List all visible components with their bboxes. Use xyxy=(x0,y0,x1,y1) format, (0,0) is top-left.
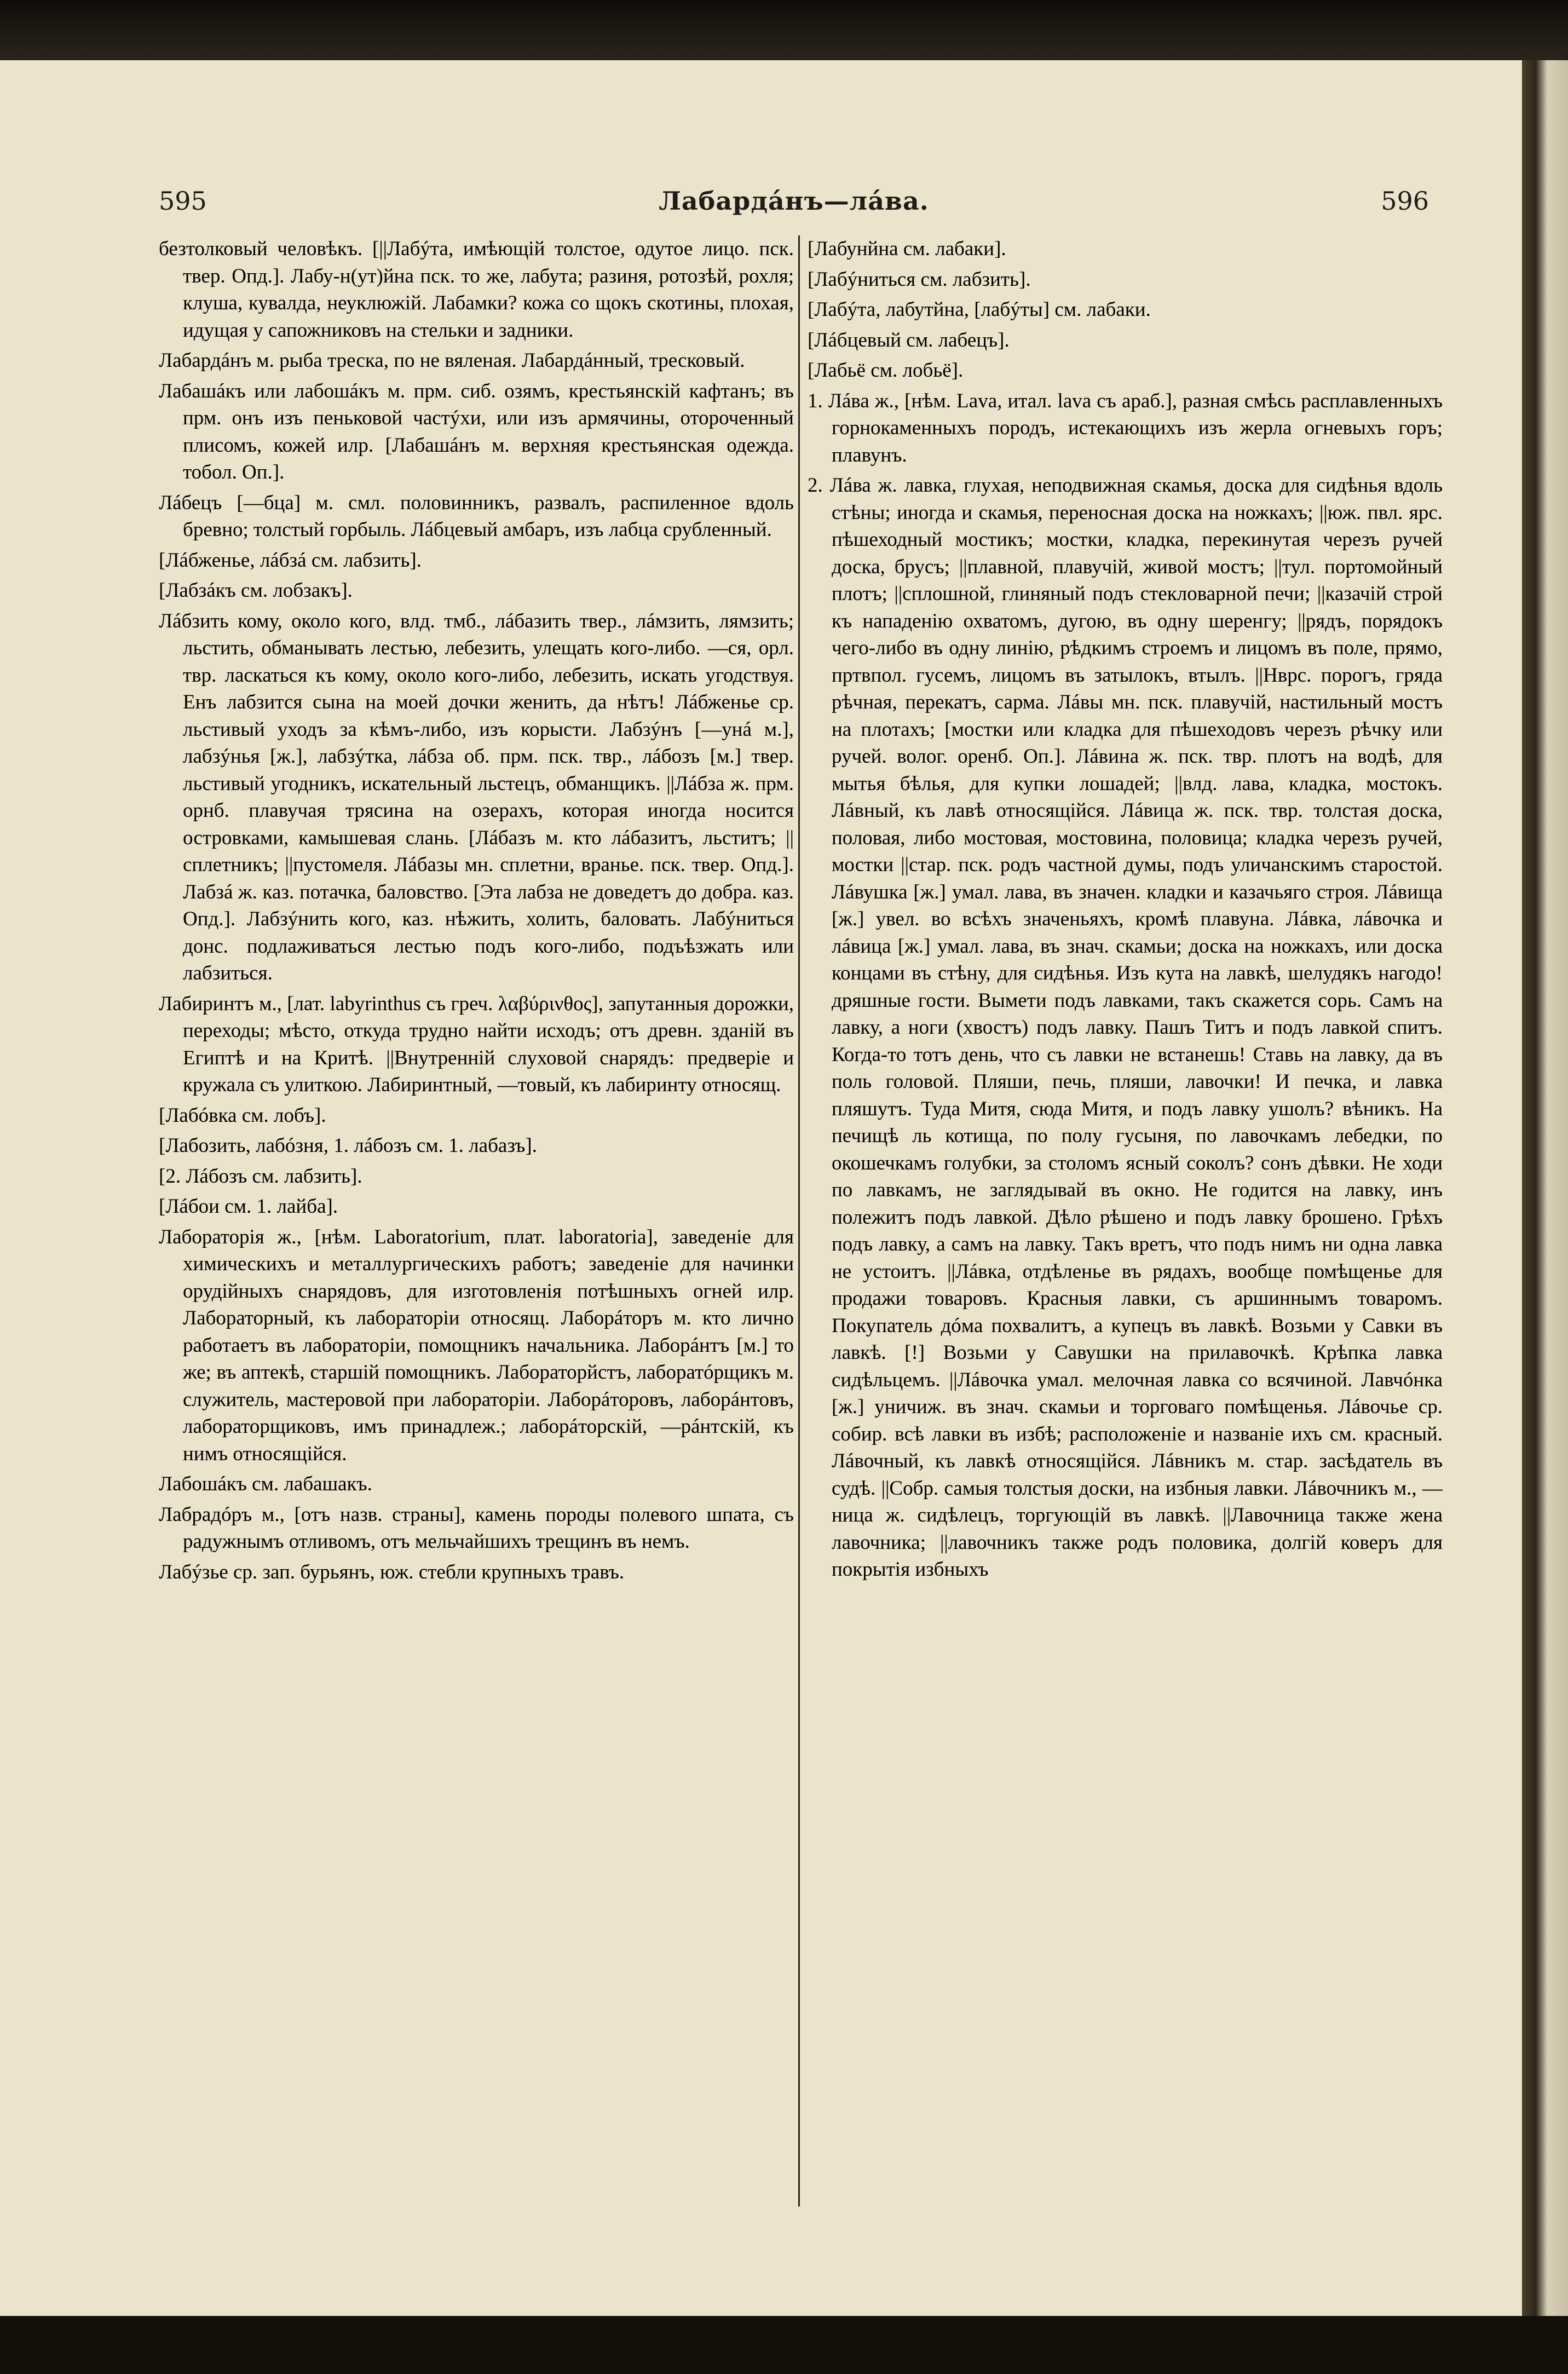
facing-page-edge xyxy=(1522,60,1568,2316)
dictionary-entry: Лабардáнъ м. рыба треска, по не вяленая. Лабардáнный, тресковый. xyxy=(159,349,745,372)
dictionary-entry: безтолковый человѣкъ. [||Лабýта, имѣющій толстое, одутое лицо. пск. твер. Опд.]. Лабу-н(ут)йна пск. то же, лабута; разиня, ротозѣй, рохля; клуша, кувалда, неуклюжій. Лабамки? кожа со щокъ скотины, плохая, идущая у сапожниковъ на стельки и задники. xyxy=(159,238,794,342)
dictionary-entry: Лáбзить кому, около кого, влд. тмб., лáбазить твер., лáмзить, лямзить; льстить, обманывать лестью, лебезить, улещать кого-либо. —ся, орл. твр. ласкаться къ кому, около кого-либо, лебезить, искать угодствуя. Енъ лабзится сына на моей дочки женить, да нѣтъ! Лáбженье ср. льстивый уходъ за кѣмъ-либо, изъ корысти. Лабзýнъ [—унá м.], лабзýнья [ж.], лабзýтка, лáбза об. прм. пск. твр., лáбозъ [м.] твер. льстивый угодникъ, искательный льстецъ, обманщикъ. ||Лáбза ж. прм. орнб. плавучая трясина на озерахъ, которая иногда носится островками, камышевая слань. [Лáбазъ м. кто лáбазитъ, льститъ; ||сплетникъ; ||пустомеля. Лáбазы мн. сплетни, вранье. пск. твер. Опд.]. Лабзá ж. каз. потачка, баловство. [Эта лабза не доведетъ до добра. каз. Опд.]. Лабзýнить кого, каз. нѣжить, холить, баловать. Лабýниться донс. подлаживаться лестью подъ кого-либо, подъѣзжать или лабзиться. xyxy=(159,609,794,984)
dictionary-entry: [Лáбцевый см. лабецъ]. xyxy=(808,329,1010,352)
page-number-left: 595 xyxy=(159,186,207,216)
dictionary-entry: Лабораторія ж., [нѣм. Laboratorium, плат. laboratoria], заведеніе для химическихъ и металлургическихъ работъ; заведеніе для начинки орудійныхъ снарядовъ, для изготовленія потѣшныхъ огней илр. Лабораторный, къ лабораторіи относящ. Лаборáторъ м. кто лично работаетъ въ лабораторіи, помощникъ начальника. Лаборáнтъ [м.] то же; въ аптекѣ, старшій помощникъ. Лабораторйстъ, лаборатóрщикъ м. служитель, мастеровой при лабораторіи. Лаборáторовъ, лаборáнтовъ, лабораторщиковъ, имъ принадлеж.; лаборáторскій, —рáнтскій, къ нимъ относящійся. xyxy=(159,1225,794,1465)
dictionary-entry: [Лáбженье, лáбзá см. лабзить]. xyxy=(159,549,422,572)
dictionary-entry: [Лабóвка см. лобъ]. xyxy=(159,1104,326,1127)
dictionary-entry: [Лабýниться см. лабзить]. xyxy=(808,268,1031,291)
dictionary-entry: Лабрадóръ м., [отъ назв. страны], камень породы полевого шпата, съ радужнымъ отливомъ, отъ мельчайшихъ трещинъ въ немъ. xyxy=(159,1503,794,1553)
dictionary-entry: [Лабзáкъ см. лобзакъ]. xyxy=(159,579,353,602)
scan-bottom-border xyxy=(0,2316,1568,2374)
dictionary-entry: Лабошáкъ см. лабашакъ. xyxy=(159,1473,372,1495)
dictionary-entry: [Лáбои см. 1. лайба]. xyxy=(159,1195,338,1218)
dictionary-entry: Лабашáкъ или лабошáкъ м. прм. сиб. озямъ, крестьянскій кафтанъ; въ прм. онъ изъ пеньковой частýхи, или изъ армячины, отороченный плисомъ, кожей илр. [Лабашáнъ м. верхняя крестьянская одежда. тобол. Оп.]. xyxy=(159,379,794,483)
dictionary-entry: [Лабунйна см. лабаки]. xyxy=(808,238,1006,260)
dictionary-entry: [2. Лáбозъ см. лабзить]. xyxy=(159,1165,362,1188)
dictionary-entry: Лáбецъ [—бца] м. смл. половинникъ, развалъ, распиленное вдоль бревно; толстый горбыль. Лáбцевый амбаръ, изъ лабца срубленный. xyxy=(159,491,794,541)
page-header xyxy=(159,186,1429,224)
dictionary-entry: 2. Лáва ж. лавка, глухая, неподвижная скамья, доска для сидѣнья вдоль стѣны; иногда и скамья, переносная доска на ножкахъ; ||юж. пвл. ярс. пѣшеходный мостикъ; мостки, кладка, перекинутая черезъ ручей доска, брусъ; ||плавной, плавучій, живой мостъ; ||тул. портомойный плотъ; ||сплошной, глиняный подъ стекловарной печи; ||казачій строй къ нападенію охватомъ, дугою, въ одну шеренгу; ||рядъ, порядокъ чего-либо въ одну линію, рѣдкимъ строемъ и лицомъ въ поле, прямо, пртвпол. гусемъ, лицомъ въ затылокъ, втылъ. ||Нврс. порогъ, гряда рѣчная, перекатъ, сарма. Лáвы мн. пск. плавучій, настильный мостъ на плотахъ; [мостки или кладка для пѣшеходовъ черезъ рѣчку или ручей. волог. оренб. Оп.]. Лáвина ж. пск. твр. плотъ на водѣ, для мытья бѣлья, для купки лошадей; ||влд. лава, кладка, мостокъ. Лáвный, къ лавѣ относящійся. Лáвица ж. пск. твр. толстая доска, половая, либо мостовая, мостовина, половица; кладка черезъ ручей, мостки ||стар. пск. родъ частной думы, подъ уличанскимъ старостой. Лáвушка [ж.] умал. лава, въ значен. кладки и казачьяго строя. Лáвища [ж.] увел. во всѣхъ значеньяхъ, кромѣ плавуна. Лáвка, лáвочка и лáвица [ж.] умал. лава, въ знач. скамьи; доска на ножкахъ, или доска концами въ стѣну, для сидѣнья. Изъ кута на лавкѣ, шелудякъ нагодо! дряшные гости. Вымети подъ лавками, такъ скажется сорь. Самъ на лавку, а ноги (хвостъ) подъ лавку. Пашъ Титъ и подъ лавкой спитъ. Когда-то тотъ день, что съ лавки не встанешь! Ставь на лавку, да въ поль головой. Пляши, печь, пляши, лавочки! И печка, и лавка пляшутъ. Туда Митя, сюда Митя, и подъ лавку ушолъ? вѣникъ. На печищѣ ль котища, по полу гусыня, по лавочкамъ лебедки, по окошечкамъ голубки, за столомъ ясный соколъ? сонъ дѣвки. Не ходи по лавкамъ, не заглядывай въ окно. Не годится на лавку, инъ полежитъ подъ лавкой. Дѣло рѣшено и подъ лавку брошено. Грѣхъ подъ лавку, а самъ на лавку. Такъ вретъ, что подъ нимъ ни одна лавка не устоитъ. ||Лáвка, отдѣленье въ рядахъ, вообще помѣщенье для продажи товаровъ. Красныя лавки, съ аршиннымъ товаромъ. Покупатель дóма похвалитъ, а купецъ въ лавкѣ. Возьми у Савки въ лавкѣ. [!] Возьми у Савушки на прилавочкѣ. Крѣпка лавка сидѣльцемъ. ||Лáвочка умал. мелочная лавка со всячиной. Лавчóнка [ж.] уничиж. въ знач. скамьи и торговаго помѣщенья. Лáвочье ср. собир. всѣ лавки въ избѣ; расположеніе и названіе ихъ см. красный. Лáвочный, къ лавкѣ относящійся. Лáвникъ м. стар. засѣдатель въ судѣ. ||Собр. самыя толстыя доски, на избныя лавки. Лáвочникъ м., —ница ж. сидѣлецъ, торгующій въ лавкѣ. ||Лавочница также жена лавочника; ||лавочникъ также родъ половика, долгій коверъ для покрытія избныхъ xyxy=(808,474,1443,1581)
dictionary-entry: 1. Лáва ж., [нѣм. Lava, итал. lava съ араб.], разная смѣсь расплавленныхъ горнокаменныхъ породъ, истекающихъ изъ жерла огневыхъ горъ; плавунъ. xyxy=(808,389,1443,466)
dictionary-entry: [Лабýта, лабутйна, [лабýты] см. лабаки. xyxy=(808,298,1151,321)
dictionary-entry: Лабиринтъ м., [лат. labyrinthus съ греч. λαβύρινθος], запутанныя дорожки, переходы; мѣсто, откуда трудно найти исходъ; отъ древн. зданій въ Египтѣ и на Критѣ. ||Внутренній слуховой снарядъ: предверіе и кружала съ улиткою. Лабиринтный, —товый, къ лабиринту относящ. xyxy=(159,992,794,1096)
running-head: Лабардáнъ—лáва. xyxy=(659,186,929,216)
scan-top-border xyxy=(0,0,1568,60)
right-column xyxy=(808,235,1443,2272)
dictionary-entry: [Лабозить, лабóзня, 1. лáбозъ см. 1. лабазъ]. xyxy=(159,1134,538,1157)
page-number-right: 596 xyxy=(1381,186,1429,216)
dictionary-entry: [Лабьё см. лобьё]. xyxy=(808,359,964,382)
left-column xyxy=(159,235,794,2272)
column-divider xyxy=(798,235,800,2206)
dictionary-entry: Лабýзье ср. зап. бурьянъ, юж. стебли крупныхъ травъ. xyxy=(159,1560,625,1583)
